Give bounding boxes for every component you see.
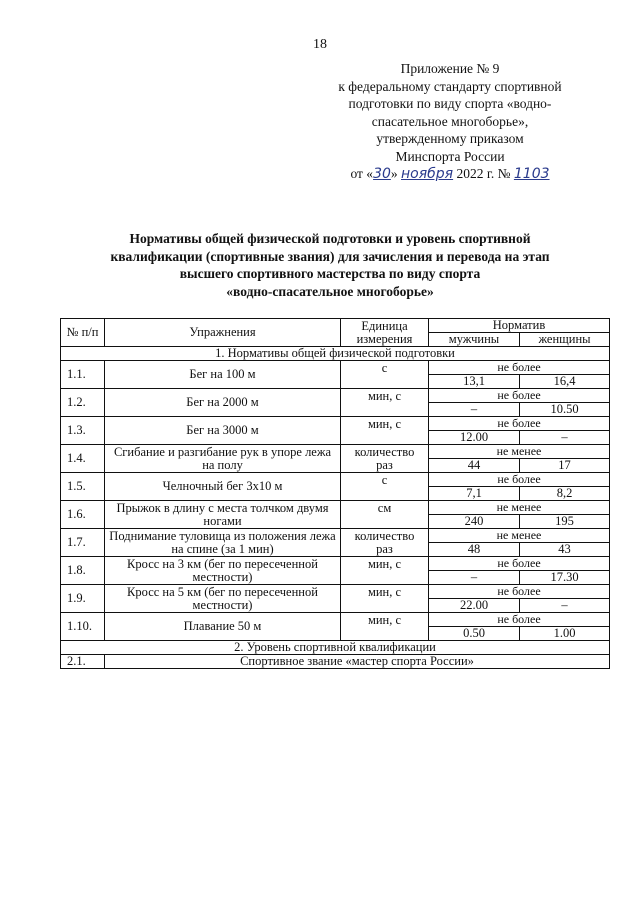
- norm-condition: не более: [429, 473, 610, 487]
- women-value: –: [520, 599, 610, 613]
- exercise-name: Прыжок в длину с места толчком двумя ногами: [105, 501, 341, 529]
- men-value: –: [429, 403, 520, 417]
- table-row: [61, 361, 610, 375]
- table-row: [61, 613, 610, 627]
- handwritten-day: 30: [373, 166, 391, 182]
- date-mid: »: [390, 166, 402, 181]
- women-value: 43: [520, 543, 610, 557]
- women-value: –: [520, 431, 610, 445]
- women-value: 195: [520, 515, 610, 529]
- unit-cell: количество раз: [341, 529, 429, 557]
- women-value: 17.30: [520, 571, 610, 585]
- exercise-name: Кросс на 5 км (бег по пересеченной местности): [105, 585, 341, 613]
- row-number: 2.1.: [61, 655, 105, 669]
- qualification-title: Спортивное звание «мастер спорта России»: [105, 655, 610, 669]
- appendix-line: подготовки по виду спорта «водно-: [348, 96, 552, 111]
- row-number: 1.6.: [61, 501, 105, 529]
- unit-cell: мин, с: [341, 585, 429, 613]
- title-line: Нормативы общей физической подготовки и уровень спортивной: [129, 231, 531, 246]
- appendix-title: Приложение № 9: [400, 61, 500, 76]
- unit-cell: мин, с: [341, 389, 429, 417]
- header-unit: Единица измерения: [341, 319, 429, 347]
- men-value: 0.50: [429, 627, 520, 641]
- exercise-name: Бег на 100 м: [105, 361, 341, 389]
- appendix-line: Минспорта России: [395, 148, 505, 164]
- women-value: 1.00: [520, 627, 610, 641]
- row-number: 1.3.: [61, 417, 105, 445]
- men-value: 12.00: [429, 431, 520, 445]
- exercise-name: Поднимание туловища из положения лежа на спине (за 1 мин): [105, 529, 341, 557]
- appendix-block: [300, 60, 600, 184]
- women-value: 17: [520, 459, 610, 473]
- women-value: 10.50: [520, 403, 610, 417]
- table-row: [61, 529, 610, 543]
- handwritten-month: ноября: [401, 166, 454, 182]
- header-women: женщины: [520, 333, 610, 347]
- document-title: [95, 230, 565, 300]
- header-men: мужчины: [429, 333, 520, 347]
- appendix-line: к федеральному стандарту спортивной: [338, 78, 562, 94]
- section-heading: 2. Уровень спортивной квалификации: [61, 641, 610, 655]
- men-value: 7,1: [429, 487, 520, 501]
- table-row: [61, 445, 610, 459]
- norm-condition: не более: [429, 585, 610, 599]
- exercise-name: Плавание 50 м: [105, 613, 341, 641]
- exercise-name: Бег на 3000 м: [105, 417, 341, 445]
- norm-condition: не более: [429, 361, 610, 375]
- unit-cell: количество раз: [341, 445, 429, 473]
- row-number: 1.10.: [61, 613, 105, 641]
- table-row: [61, 585, 610, 599]
- table-row: [61, 501, 610, 515]
- men-value: 13,1: [429, 375, 520, 389]
- norm-condition: не менее: [429, 445, 610, 459]
- table-row: [61, 417, 610, 431]
- men-value: 22.00: [429, 599, 520, 613]
- appendix-line: утвержденному приказом: [376, 131, 524, 146]
- unit-cell: с: [341, 473, 429, 501]
- exercise-name: Челночный бег 3х10 м: [105, 473, 341, 501]
- unit-cell: с: [341, 361, 429, 389]
- table-row: [61, 557, 610, 571]
- row-number: 1.7.: [61, 529, 105, 557]
- appendix-line: спасательное многоборье»,: [371, 113, 529, 129]
- men-value: –: [429, 571, 520, 585]
- title-line: «водно-спасательное многоборье»: [226, 283, 434, 299]
- norm-condition: не менее: [429, 529, 610, 543]
- women-value: 8,2: [520, 487, 610, 501]
- row-number: 1.1.: [61, 361, 105, 389]
- handwritten-order-number: 1103: [513, 166, 550, 182]
- title-line: высшего спортивного мастерства по виду спорта: [179, 266, 481, 281]
- date-year: 2022 г. №: [453, 166, 514, 181]
- exercise-name: Бег на 2000 м: [105, 389, 341, 417]
- exercise-name: Сгибание и разгибание рук в упоре лежа на полу: [105, 445, 341, 473]
- row-number: 1.2.: [61, 389, 105, 417]
- page-number: 18: [313, 37, 327, 52]
- exercise-name: Кросс на 3 км (бег по пересеченной местности): [105, 557, 341, 585]
- norms-table: [60, 318, 610, 669]
- unit-cell: мин, с: [341, 613, 429, 641]
- men-value: 240: [429, 515, 520, 529]
- women-value: 16,4: [520, 375, 610, 389]
- norm-condition: не более: [429, 613, 610, 627]
- title-line: квалификации (спортивные звания) для зачисления и перевода на этап: [110, 248, 550, 264]
- header-exercise: Упражнения: [105, 319, 341, 347]
- norm-condition: не более: [429, 557, 610, 571]
- unit-cell: мин, с: [341, 417, 429, 445]
- men-value: 48: [429, 543, 520, 557]
- row-number: 1.8.: [61, 557, 105, 585]
- date-prefix: от «: [350, 166, 374, 181]
- row-number: 1.9.: [61, 585, 105, 613]
- table-row: [61, 389, 610, 403]
- unit-cell: мин, с: [341, 557, 429, 585]
- unit-cell: см: [341, 501, 429, 529]
- section-heading: 1. Нормативы общей физической подготовки: [61, 347, 610, 361]
- header-norm: Норматив: [429, 319, 610, 333]
- header-num: № п/п: [61, 319, 105, 347]
- men-value: 44: [429, 459, 520, 473]
- order-date-line: [300, 165, 600, 184]
- norm-condition: не менее: [429, 501, 610, 515]
- row-number: 1.5.: [61, 473, 105, 501]
- norm-condition: не более: [429, 389, 610, 403]
- norm-condition: не более: [429, 417, 610, 431]
- row-number: 1.4.: [61, 445, 105, 473]
- table-row: [61, 473, 610, 487]
